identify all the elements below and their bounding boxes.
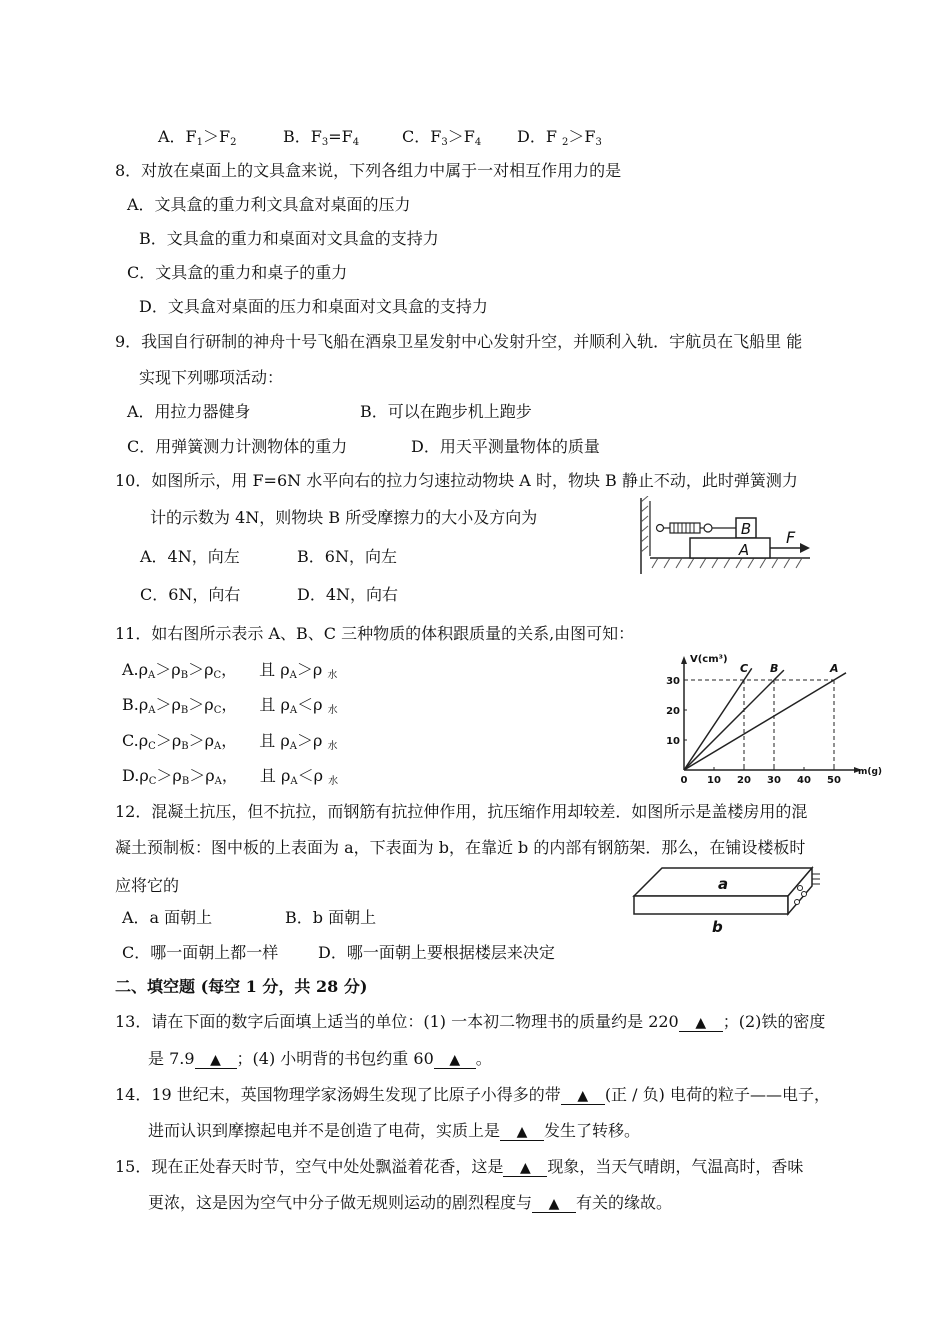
spring-hook-right xyxy=(704,524,712,532)
y-tick-label: 10 xyxy=(666,736,680,747)
force-label: F xyxy=(786,528,796,547)
volume-mass-chart xyxy=(660,652,892,784)
q11-option-a: $A.\rho_A>\rho_B>\rho_C$， 且 $\rho_A>\rho$ $_水$ xyxy=(122,660,338,681)
q9-option-d: D．用天平测量物体的质量 xyxy=(411,437,600,456)
series-line-c xyxy=(684,680,744,770)
y-tick-label: 20 xyxy=(666,706,680,717)
q10-option-b: B．6N，向左 xyxy=(297,547,397,566)
series-line-a xyxy=(684,680,834,770)
q10-figure xyxy=(638,496,818,576)
q13-blank-1[interactable]: ▲ xyxy=(679,1015,723,1032)
q12-option-a: A．a 面朝上 xyxy=(122,908,213,927)
x-axis-label: m(g) xyxy=(858,767,883,777)
block-a-label: A xyxy=(738,541,750,559)
q8-stem: 8．对放在桌面上的文具盒来说，下列各组力中属于一对相互作用力的是 xyxy=(115,161,622,180)
q11-option-d: $D.\rho_C>\rho_B>\rho_A$， 且 $\rho_A<\rho$ $_水$ xyxy=(122,766,339,787)
q8-option-a: A．文具盒的重力利文具盒对桌面的压力 xyxy=(127,195,411,214)
q9-option-a: A．用拉力器健身 xyxy=(127,402,251,421)
q7-option-d: D．F $_2>F_3$ xyxy=(517,127,602,148)
x-tick-label: 10 xyxy=(707,775,721,784)
q15-blank-1[interactable]: ▲ xyxy=(503,1160,547,1177)
series-label-c: C xyxy=(740,662,749,675)
series-line-b xyxy=(684,680,774,770)
section-2-title: 二、填空题 (每空 1 分，共 28 分) xyxy=(115,977,368,996)
y-axis-arrow xyxy=(681,656,687,664)
x-tick-label: 40 xyxy=(797,775,811,784)
q10-option-a: A．4N，向左 xyxy=(140,547,240,566)
q10-option-d: D．4N，向右 xyxy=(297,585,399,604)
q8-option-b: B．文具盒的重力和桌面对文具盒的支持力 xyxy=(139,229,439,248)
q12-line1: 12．混凝土抗压，但不抗拉，而钢筋有抗拉伸作用，抗压缩作用却较差．如图所示是盖楼房用的混 xyxy=(115,802,808,821)
q13-line1: 13．请在下面的数字后面填上适当的单位：(1) 一本初二物理书的质量约是 220 ▲ ；(2)铁的密度 xyxy=(115,1012,826,1031)
q14-blank-2[interactable]: ▲ xyxy=(500,1124,544,1141)
q14-line1: 14．19 世纪末，英国物理学家汤姆生发现了比原子小得多的带 ▲ (正 / 负) 电荷的粒子——电子， xyxy=(115,1085,830,1104)
q12-slab-figure xyxy=(630,862,828,938)
q9-option-b: B．可以在跑步机上跑步 xyxy=(360,402,532,421)
q11-option-c: $C.\rho_C>\rho_B>\rho_A$， 且 $\rho_A>\rho$ $_水$ xyxy=(122,731,338,752)
q12-option-c: C．哪一面朝上都一样 xyxy=(122,943,279,962)
x-tick-label: 20 xyxy=(737,775,751,784)
q9-stem-line1: 9．我国自行研制的神舟十号飞船在酒泉卫星发射中心发射升空，并顺利入轨．宇航员在飞船里 能 xyxy=(115,332,803,351)
series-label-b: B xyxy=(770,662,779,675)
q9-option-c: C．用弹簧测力计测物体的重力 xyxy=(127,437,348,456)
q12-option-d: D．哪一面朝上要根据楼层来决定 xyxy=(318,943,555,962)
q7-option-c: C．$F_3>F_4$ xyxy=(402,127,482,148)
q13-blank-2[interactable]: ▲ xyxy=(195,1052,237,1069)
q10-stem-line1: 10．如图所示，用 F=6N 水平向右的拉力匀速拉动物块 A 时，物块 B 静止不动，此时弹簧测力 xyxy=(115,471,798,490)
series-label-a: A xyxy=(830,662,839,675)
y-axis-label: V(cm³) xyxy=(690,654,728,665)
q12-line2: 凝土预制板：图中板的上表面为 a，下表面为 b，在靠近 b 的内部有钢筋架．那么，在铺设楼板时 xyxy=(115,838,806,857)
q15-line1: 15．现在正处春天时节，空气中处处飘溢着花香，这是 ▲ 现象，当天气晴朗，气温高时，香味 xyxy=(115,1157,804,1176)
q8-option-c: C．文具盒的重力和桌子的重力 xyxy=(127,263,348,282)
block-a xyxy=(690,538,770,558)
spring-hook-left xyxy=(657,525,664,532)
q7-option-b: B．$F_3=F_4$ xyxy=(283,127,360,148)
x-tick-label: 0 xyxy=(680,775,688,784)
x-tick-label: 50 xyxy=(827,775,841,784)
q12-option-b: B．b 面朝上 xyxy=(285,908,377,927)
block-b-label: B xyxy=(740,520,752,538)
q8-option-d: D．文具盒对桌面的压力和桌面对文具盒的支持力 xyxy=(139,297,488,316)
slab-label-a: a xyxy=(718,875,729,893)
slab-front-face xyxy=(634,896,788,914)
q9-stem-line2: 实现下列哪项活动： xyxy=(139,368,284,387)
y-tick-label: 30 xyxy=(666,676,680,687)
q14-blank-1[interactable]: ▲ xyxy=(561,1088,605,1105)
q7-option-a: A．$F_1>F_2$ xyxy=(158,127,237,148)
slab-label-b: b xyxy=(712,918,723,936)
q11-stem: 11．如右图所示表示 A、B、C 三种物质的体积跟质量的关系,由图可知： xyxy=(115,624,635,643)
q13-line2: 是 7.9 ▲ ；(4) 小明背的书包约重 60 ▲ 。 xyxy=(148,1049,492,1068)
q10-option-c: C．6N，向右 xyxy=(140,585,241,604)
q13-blank-3[interactable]: ▲ xyxy=(434,1052,476,1069)
x-tick-label: 30 xyxy=(767,775,781,784)
q10-stem-line2: 计的示数为 4N，则物块 B 所受摩擦力的大小及方向为 xyxy=(150,508,538,527)
q15-blank-2[interactable]: ▲ xyxy=(532,1196,576,1213)
q12-line3: 应将它的 xyxy=(115,876,180,895)
q11-option-b: $B.\rho_A>\rho_B>\rho_C$， 且 $\rho_A<\rho$ $_水$ xyxy=(122,695,338,716)
q14-line2: 进而认识到摩擦起电并不是创造了电荷，实质上是 ▲ 发生了转移。 xyxy=(148,1121,641,1140)
q15-line2: 更浓，这是因为空气中分子做无规则运动的剧烈程度与 ▲ 有关的缘故。 xyxy=(148,1193,673,1212)
